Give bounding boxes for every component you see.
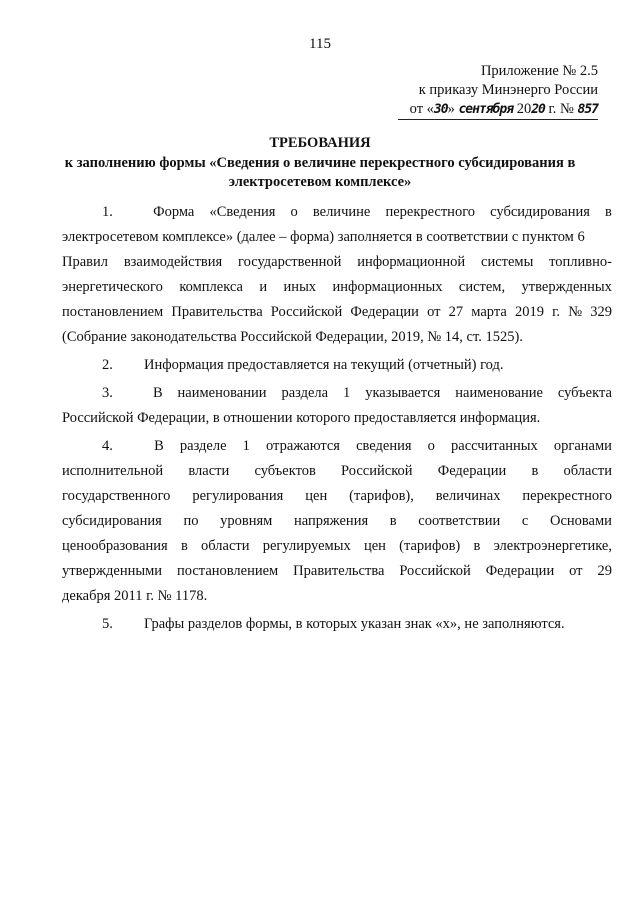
word: иных xyxy=(283,279,317,295)
document-title: ТРЕБОВАНИЯ xyxy=(269,135,371,151)
word: марта xyxy=(471,304,507,320)
date-prefix: от « xyxy=(409,101,434,117)
word: наименование xyxy=(455,385,543,401)
appendix-line1: Приложение № 2.5 xyxy=(480,63,598,79)
word: государственной xyxy=(238,254,342,270)
date-month: сентября xyxy=(458,102,514,117)
word: органами xyxy=(553,438,612,454)
word: регулирования xyxy=(192,488,284,504)
paragraph-text: электросетевом комплексе» (далее – форма) заполняется в соответствии с пунктом 6 xyxy=(62,229,585,245)
paragraph-2-line-1 xyxy=(62,353,612,378)
word: постановлением xyxy=(177,563,279,579)
word: Федерации xyxy=(350,304,419,320)
paragraph-1-line-1 xyxy=(62,200,612,225)
word: раздела xyxy=(281,385,329,401)
paragraph-text: Графы разделов формы, в которых указан знак «х», не заполняются. xyxy=(144,616,565,632)
paragraph-4-line-4 xyxy=(62,509,612,534)
word: Федерации xyxy=(485,563,555,579)
word: в xyxy=(531,463,539,479)
word: перекрестного xyxy=(385,204,476,220)
appendix-date-line xyxy=(398,100,598,120)
word: Российской xyxy=(341,463,413,479)
word: Российской xyxy=(399,563,471,579)
paragraph-number: 4. xyxy=(102,438,113,454)
word: Правительства xyxy=(171,304,263,320)
word: от xyxy=(569,563,583,579)
word: утвержденными xyxy=(62,563,163,579)
paragraph-1-line-3 xyxy=(62,250,612,275)
word: систем, xyxy=(458,279,506,295)
word: 27 xyxy=(448,304,464,320)
word: цен xyxy=(305,488,328,504)
word: Правительства xyxy=(293,563,385,579)
document-subtitle-line2: электросетевом комплексе» xyxy=(228,174,412,190)
order-number: 857 xyxy=(577,102,598,117)
paragraph-4-line-3 xyxy=(62,484,612,509)
word: величинах xyxy=(435,488,501,504)
word: области xyxy=(201,538,250,554)
word: перекрестного xyxy=(522,488,612,504)
word: о xyxy=(290,204,298,220)
word: субсидирования xyxy=(62,513,162,529)
paragraph-text: декабря 2011 г. № 1178. xyxy=(62,588,208,604)
paragraph-5-line-1 xyxy=(62,612,612,637)
word: Правил xyxy=(62,254,108,270)
paragraph-4-line-5 xyxy=(62,534,612,559)
word: г. xyxy=(552,304,561,320)
word: с xyxy=(521,513,529,529)
word: в xyxy=(180,538,188,554)
word: субсидирования xyxy=(490,204,590,220)
word: постановлением xyxy=(62,304,164,320)
word: власти xyxy=(188,463,230,479)
word: Федерации xyxy=(437,463,507,479)
paragraph-3-line-2 xyxy=(62,406,612,431)
paragraph-1-line-5 xyxy=(62,300,612,325)
page-number: 115 xyxy=(309,36,331,52)
word: соответствии xyxy=(418,513,501,529)
word: субъекта xyxy=(557,385,612,401)
word: (тарифов), xyxy=(349,488,414,504)
word: топливно- xyxy=(549,254,612,270)
date-day: 30 xyxy=(433,102,448,117)
word: в xyxy=(605,204,612,220)
word: Форма xyxy=(153,204,195,220)
paragraph-number: 5. xyxy=(102,616,113,632)
paragraph-1-line-4 xyxy=(62,275,612,300)
word: (тарифов) xyxy=(399,538,461,554)
date-mid: г. № xyxy=(544,101,578,117)
word: указывается xyxy=(365,385,441,401)
word: В xyxy=(152,385,163,401)
word: по xyxy=(183,513,199,529)
word: № xyxy=(568,304,583,320)
word: и xyxy=(259,279,268,295)
paragraph-4-line-1 xyxy=(62,434,612,459)
word: в xyxy=(389,513,397,529)
paragraph-text: Российской Федерации, в отношении которого предоставляется информация. xyxy=(62,410,541,426)
paragraph-text: (Собрание законодательства Российской Федерации, 2019, № 14, ст. 1525). xyxy=(62,329,523,345)
appendix-header xyxy=(398,62,598,120)
word: рассчитанных xyxy=(451,438,538,454)
word: информационных xyxy=(332,279,443,295)
word: субъектов xyxy=(254,463,316,479)
paragraph-4-line-6 xyxy=(62,559,612,584)
title-block xyxy=(40,134,600,192)
word: комплекса xyxy=(179,279,243,295)
word: в xyxy=(473,538,481,554)
word: 1 xyxy=(343,385,351,401)
word: цен xyxy=(363,538,386,554)
word: сведения xyxy=(356,438,412,454)
date-year-prefix: 20 xyxy=(513,101,532,117)
word: регулируемых xyxy=(262,538,351,554)
document-subtitle-line1: к заполнению формы «Сведения о величине перекрестного субсидирования в xyxy=(64,155,576,171)
word: Основами xyxy=(549,513,612,529)
word: утвержденных xyxy=(521,279,612,295)
word: напряжения xyxy=(293,513,369,529)
word: 329 xyxy=(590,304,612,320)
word: величине xyxy=(312,204,371,220)
word: исполнительной xyxy=(62,463,164,479)
paragraph-3-line-1 xyxy=(62,381,612,406)
word: ценообразования xyxy=(62,538,168,554)
date-year: 20 xyxy=(531,102,545,117)
word: 2019 xyxy=(514,304,544,320)
word: электроэнергетике, xyxy=(493,538,612,554)
paragraph-4-line-2 xyxy=(62,459,612,484)
paragraph-1-line-2 xyxy=(62,225,612,250)
word: от xyxy=(427,304,441,320)
word: 1 xyxy=(242,438,250,454)
word: о xyxy=(427,438,435,454)
paragraph-gap xyxy=(62,637,612,640)
word: системы xyxy=(481,254,534,270)
document-body xyxy=(62,200,612,640)
appendix-line2: к приказу Минэнерго России xyxy=(418,82,598,98)
word: В xyxy=(154,438,164,454)
paragraph-text: Информация предоставляется на текущий (отчетный) год. xyxy=(144,357,504,373)
word: «Сведения xyxy=(209,204,276,220)
word: энергетического xyxy=(62,279,163,295)
word: уровням xyxy=(220,513,273,529)
word: информационной xyxy=(357,254,466,270)
word: области xyxy=(563,463,612,479)
word: разделе xyxy=(179,438,227,454)
word: Российской xyxy=(270,304,343,320)
word: государственного xyxy=(62,488,171,504)
word: наименовании xyxy=(177,385,267,401)
paragraph-1-line-6 xyxy=(62,325,612,350)
word: отражаются xyxy=(266,438,340,454)
paragraph-number: 2. xyxy=(102,357,113,373)
paragraph-number: 3. xyxy=(102,385,113,401)
word: 29 xyxy=(597,563,612,579)
paragraph-number: 1. xyxy=(102,204,113,220)
date-sep: » xyxy=(447,101,459,117)
word: взаимодействия xyxy=(123,254,223,270)
paragraph-4-line-7 xyxy=(62,584,612,609)
